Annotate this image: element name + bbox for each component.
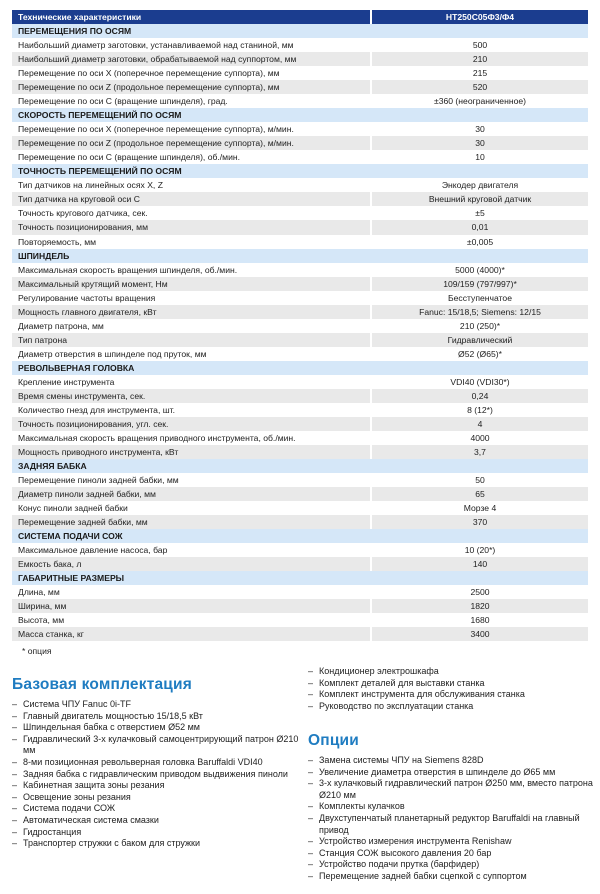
value-cell: ±0,005 xyxy=(371,235,588,249)
table-row xyxy=(12,277,588,291)
table-row xyxy=(12,445,588,459)
list-item-text: Гидростанция xyxy=(23,826,82,837)
value-cell: ±360 (неограниченное) xyxy=(371,94,588,108)
section-title: ПЕРЕМЕЩЕНИЯ ПО ОСЯМ xyxy=(12,24,371,38)
section-header-row xyxy=(12,108,588,122)
list-item xyxy=(12,815,302,827)
table-row xyxy=(12,178,588,192)
list-item-text: Комплекты кулачков xyxy=(319,801,405,812)
value-cell: 10 xyxy=(371,150,588,164)
value-cell: ±5 xyxy=(371,206,588,220)
section-header-row xyxy=(12,164,588,178)
table-row xyxy=(12,347,588,361)
parameter-cell: Максимальная скорость вращения шпинделя, об./мин. xyxy=(12,263,371,277)
list-item xyxy=(308,813,593,836)
parameter-cell: Тип датчика на круговой оси C xyxy=(12,192,371,206)
list-item-text: Освещение зоны резания xyxy=(23,791,131,802)
table-row xyxy=(12,613,588,627)
table-row xyxy=(12,515,588,529)
dash-bullet-icon: – xyxy=(12,838,18,849)
list-item-text: Двухступенчатый планетарный редуктор Baruffaldi на главный привод xyxy=(319,812,580,835)
dash-bullet-icon: – xyxy=(308,859,314,870)
list-item-text: Комплект инструмента для обслуживания станка xyxy=(319,689,525,700)
table-row xyxy=(12,389,588,403)
table-row xyxy=(12,291,588,305)
value-cell: Ø52 (Ø65)* xyxy=(371,347,588,361)
table-row xyxy=(12,136,588,150)
dash-bullet-icon: – xyxy=(308,778,314,789)
parameter-cell: Максимальный крутящий момент, Нм xyxy=(12,277,371,291)
dash-bullet-icon: – xyxy=(12,814,18,825)
value-cell: 520 xyxy=(371,80,588,94)
table-row xyxy=(12,206,588,220)
list-item xyxy=(308,871,593,883)
value-cell: 500 xyxy=(371,38,588,52)
parameter-cell: Перемещение по оси C (вращение шпинделя), об./мин. xyxy=(12,150,371,164)
dash-bullet-icon: – xyxy=(308,870,314,881)
value-cell: VDI40 (VDI30*) xyxy=(371,375,588,389)
list-item xyxy=(12,734,302,757)
section-title: РЕВОЛЬВЕРНАЯ ГОЛОВКА xyxy=(12,361,371,375)
section-header-row xyxy=(12,24,588,38)
section-title: ГАБАРИТНЫЕ РАЗМЕРЫ xyxy=(12,571,371,585)
list-item xyxy=(12,792,302,804)
table-row xyxy=(12,431,588,445)
value-cell: 1680 xyxy=(371,613,588,627)
table-row xyxy=(12,150,588,164)
table-row xyxy=(12,38,588,52)
list-item xyxy=(308,689,593,701)
list-item-text: 8-ми позиционная револьверная головка Baruffaldi VDI40 xyxy=(23,756,263,767)
list-item xyxy=(12,699,302,711)
table-row xyxy=(12,66,588,80)
section-title: ЗАДНЯЯ БАБКА xyxy=(12,459,371,473)
value-cell: 50 xyxy=(371,473,588,487)
table-row xyxy=(12,319,588,333)
section-title-spacer xyxy=(371,164,588,178)
value-cell: 215 xyxy=(371,66,588,80)
list-item xyxy=(308,836,593,848)
list-item-text: 3-х кулачковый гидравлический патрон Ø250 мм, вместо патрона Ø210 мм xyxy=(319,778,593,800)
parameter-cell: Емкость бака, л xyxy=(12,557,371,571)
base-kit-continued-section xyxy=(308,666,593,712)
parameter-cell: Высота, мм xyxy=(12,613,371,627)
dash-bullet-icon: – xyxy=(308,766,314,777)
dash-bullet-icon: – xyxy=(308,755,314,765)
parameter-cell: Мощность приводного инструмента, кВт xyxy=(12,445,371,459)
list-item xyxy=(308,778,593,801)
parameter-cell: Длина, мм xyxy=(12,585,371,599)
dash-bullet-icon: – xyxy=(12,803,18,814)
value-cell: 370 xyxy=(371,515,588,529)
section-header-row xyxy=(12,361,588,375)
section-title: ТОЧНОСТЬ ПЕРЕМЕЩЕНИЙ ПО ОСЯМ xyxy=(12,164,371,178)
parameter-cell: Ширина, мм xyxy=(12,599,371,613)
list-item xyxy=(12,757,302,769)
parameter-cell: Масса станка, кг xyxy=(12,627,371,641)
value-cell: 2500 xyxy=(371,585,588,599)
parameter-cell: Диаметр отверстия в шпинделе под пруток, мм xyxy=(12,347,371,361)
specifications-table xyxy=(12,10,588,641)
parameter-cell: Тип датчиков на линейных осях X, Z xyxy=(12,178,371,192)
table-row xyxy=(12,627,588,641)
options-title: Опции xyxy=(308,732,360,749)
parameter-cell: Перемещение пиноли задней бабки, мм xyxy=(12,473,371,487)
parameter-cell: Максимальная скорость вращения приводного инструмента, об./мин. xyxy=(12,431,371,445)
list-item-text: Кабинетная защита зоны резания xyxy=(23,780,165,791)
list-item xyxy=(308,801,593,813)
parameter-cell: Точность позиционирования, мм xyxy=(12,220,371,234)
list-item-text: Устройство подачи прутка (барфидер) xyxy=(319,859,480,870)
value-cell: Внешний круговой датчик xyxy=(371,192,588,206)
parameter-cell: Крепление инструмента xyxy=(12,375,371,389)
table-header-row xyxy=(12,10,588,24)
value-cell: Энкодер двигателя xyxy=(371,178,588,192)
parameter-cell: Перемещение по оси Z (продольное перемещение суппорта), мм xyxy=(12,80,371,94)
table-row xyxy=(12,122,588,136)
dash-bullet-icon: – xyxy=(12,699,18,709)
value-cell: Бесступенчатое xyxy=(371,291,588,305)
value-cell: 1820 xyxy=(371,599,588,613)
value-cell: 65 xyxy=(371,487,588,501)
list-item-text: Автоматическая система смазки xyxy=(23,814,159,825)
list-item xyxy=(12,711,302,723)
list-item-text: Замена системы ЧПУ на Siemens 828D xyxy=(319,755,484,765)
list-item-text: Гидравлический 3-х кулачковый самоцентрирующий патрон Ø210 мм xyxy=(23,733,299,756)
section-title: СИСТЕМА ПОДАЧИ СОЖ xyxy=(12,529,371,543)
table-row xyxy=(12,333,588,347)
list-item xyxy=(308,859,593,871)
value-cell: 3400 xyxy=(371,627,588,641)
parameter-cell: Диаметр пиноли задней бабки, мм xyxy=(12,487,371,501)
section-header-row xyxy=(12,571,588,585)
value-cell: 3,7 xyxy=(371,445,588,459)
parameter-cell: Наибольший диаметр заготовки, обрабатываемой над суппортом, мм xyxy=(12,52,371,66)
dash-bullet-icon: – xyxy=(308,847,314,858)
table-row xyxy=(12,375,588,389)
dash-bullet-icon: – xyxy=(308,666,314,676)
table-row xyxy=(12,220,588,234)
value-cell: 109/159 (797/997)* xyxy=(371,277,588,291)
parameter-cell: Перемещение по оси C (вращение шпинделя), град. xyxy=(12,94,371,108)
parameter-cell: Максимальное давление насоса, бар xyxy=(12,543,371,557)
parameter-cell: Точность позиционирования, угл. сек. xyxy=(12,417,371,431)
table-row xyxy=(12,501,588,515)
section-title: ШПИНДЕЛЬ xyxy=(12,249,371,263)
value-cell: Морзе 4 xyxy=(371,501,588,515)
dash-bullet-icon: – xyxy=(12,826,18,837)
specifications-table-body xyxy=(12,10,588,641)
section-title-spacer xyxy=(371,24,588,38)
list-item-text: Задняя бабка с гидравлическим приводом выдвижения пиноли xyxy=(23,768,288,779)
dash-bullet-icon: – xyxy=(308,801,314,812)
dash-bullet-icon: – xyxy=(308,812,314,823)
list-item-text: Руководство по эксплуатации станка xyxy=(319,700,474,711)
value-cell: Fanuc: 15/18,5; Siemens: 12/15 xyxy=(371,305,588,319)
list-item xyxy=(308,848,593,860)
value-cell: 4 xyxy=(371,417,588,431)
section-title: СКОРОСТЬ ПЕРЕМЕЩЕНИЙ ПО ОСЯМ xyxy=(12,108,371,122)
value-cell: 30 xyxy=(371,122,588,136)
list-item-text: Устройство измерения инструмента Renishaw xyxy=(319,836,512,847)
base-kit-section xyxy=(12,676,302,850)
parameter-cell: Повторяемость, мм xyxy=(12,235,371,249)
dash-bullet-icon: – xyxy=(308,700,314,711)
value-cell: 30 xyxy=(371,136,588,150)
list-item-text: Транспортер стружки с баком для стружки xyxy=(23,838,200,849)
list-item xyxy=(12,722,302,734)
section-title-spacer xyxy=(371,571,588,585)
footnote-option: * опция xyxy=(22,646,52,656)
table-row xyxy=(12,305,588,319)
list-item-text: Система подачи СОЖ xyxy=(23,803,116,814)
list-item-text: Шпиндельная бабка с отверстием Ø52 мм xyxy=(23,722,200,733)
table-header-model: HT250C05Ф3/Ф4 xyxy=(371,10,588,24)
value-cell: 0,01 xyxy=(371,220,588,234)
list-item xyxy=(308,767,593,779)
list-item xyxy=(308,678,593,690)
table-row xyxy=(12,585,588,599)
table-row xyxy=(12,94,588,108)
parameter-cell: Перемещение по оси X (поперечное перемещение суппорта), м/мин. xyxy=(12,122,371,136)
value-cell: 4000 xyxy=(371,431,588,445)
base-kit-title: Базовая комплектация xyxy=(12,676,193,693)
base-kit-list-continued xyxy=(308,666,593,712)
section-title-spacer xyxy=(371,108,588,122)
list-item-text: Система ЧПУ Fanuc 0i-TF xyxy=(23,699,131,709)
section-header-row xyxy=(12,459,588,473)
list-item-text: Комплект деталей для выставки станка xyxy=(319,677,485,688)
table-row xyxy=(12,263,588,277)
value-cell: 210 (250)* xyxy=(371,319,588,333)
list-item xyxy=(12,803,302,815)
table-row xyxy=(12,557,588,571)
parameter-cell: Перемещение задней бабки, мм xyxy=(12,515,371,529)
parameter-cell: Регулирование частоты вращения xyxy=(12,291,371,305)
parameter-cell: Наибольший диаметр заготовки, устанавливаемой над станиной, мм xyxy=(12,38,371,52)
options-list xyxy=(308,755,593,883)
base-kit-list xyxy=(12,699,302,850)
parameter-cell: Перемещение по оси X (поперечное перемещение суппорта), мм xyxy=(12,66,371,80)
dash-bullet-icon: – xyxy=(12,710,18,721)
dash-bullet-icon: – xyxy=(12,756,18,767)
parameter-cell: Время смены инструмента, сек. xyxy=(12,389,371,403)
value-cell: 140 xyxy=(371,557,588,571)
section-header-row xyxy=(12,249,588,263)
list-item xyxy=(12,780,302,792)
section-title-spacer xyxy=(371,249,588,263)
value-cell: 8 (12*) xyxy=(371,403,588,417)
list-item xyxy=(12,827,302,839)
value-cell: 10 (20*) xyxy=(371,543,588,557)
list-item xyxy=(12,838,302,850)
list-item-text: Станция СОЖ высокого давления 20 бар xyxy=(319,847,492,858)
table-row xyxy=(12,192,588,206)
dash-bullet-icon: – xyxy=(12,791,18,802)
list-item-text: Перемещение задней бабки сцепкой с суппортом xyxy=(319,870,527,881)
parameter-cell: Тип патрона xyxy=(12,333,371,347)
section-title-spacer xyxy=(371,529,588,543)
parameter-cell: Количество гнезд для инструмента, шт. xyxy=(12,403,371,417)
list-item xyxy=(308,666,593,678)
dash-bullet-icon: – xyxy=(308,689,314,700)
section-title-spacer xyxy=(371,361,588,375)
list-item xyxy=(12,769,302,781)
table-row xyxy=(12,487,588,501)
dash-bullet-icon: – xyxy=(12,722,18,733)
parameter-cell: Перемещение по оси Z (продольное перемещение суппорта), м/мин. xyxy=(12,136,371,150)
list-item-text: Кондиционер электрошкафа xyxy=(319,666,439,676)
table-row xyxy=(12,52,588,66)
value-cell: 210 xyxy=(371,52,588,66)
section-title-spacer xyxy=(371,459,588,473)
table-row xyxy=(12,473,588,487)
table-row xyxy=(12,543,588,557)
table-row xyxy=(12,417,588,431)
table-row xyxy=(12,80,588,94)
dash-bullet-icon: – xyxy=(12,733,18,744)
options-section xyxy=(308,732,593,883)
value-cell: Гидравлический xyxy=(371,333,588,347)
list-item xyxy=(308,755,593,767)
list-item-text: Увеличение диаметра отверстия в шпинделе до Ø65 мм xyxy=(319,766,556,777)
dash-bullet-icon: – xyxy=(308,677,314,688)
value-cell: 5000 (4000)* xyxy=(371,263,588,277)
dash-bullet-icon: – xyxy=(12,780,18,791)
dash-bullet-icon: – xyxy=(308,836,314,847)
dash-bullet-icon: – xyxy=(12,768,18,779)
list-item-text: Главный двигатель мощностью 15/18,5 кВт xyxy=(23,710,203,721)
parameter-cell: Мощность главного двигателя, кВт xyxy=(12,305,371,319)
list-item xyxy=(308,701,593,713)
parameter-cell: Конус пиноли задней бабки xyxy=(12,501,371,515)
table-row xyxy=(12,403,588,417)
table-row xyxy=(12,599,588,613)
section-header-row xyxy=(12,529,588,543)
table-row xyxy=(12,235,588,249)
value-cell: 0,24 xyxy=(371,389,588,403)
table-header-label: Технические характеристики xyxy=(12,10,371,24)
parameter-cell: Диаметр патрона, мм xyxy=(12,319,371,333)
parameter-cell: Точность кругового датчика, сек. xyxy=(12,206,371,220)
